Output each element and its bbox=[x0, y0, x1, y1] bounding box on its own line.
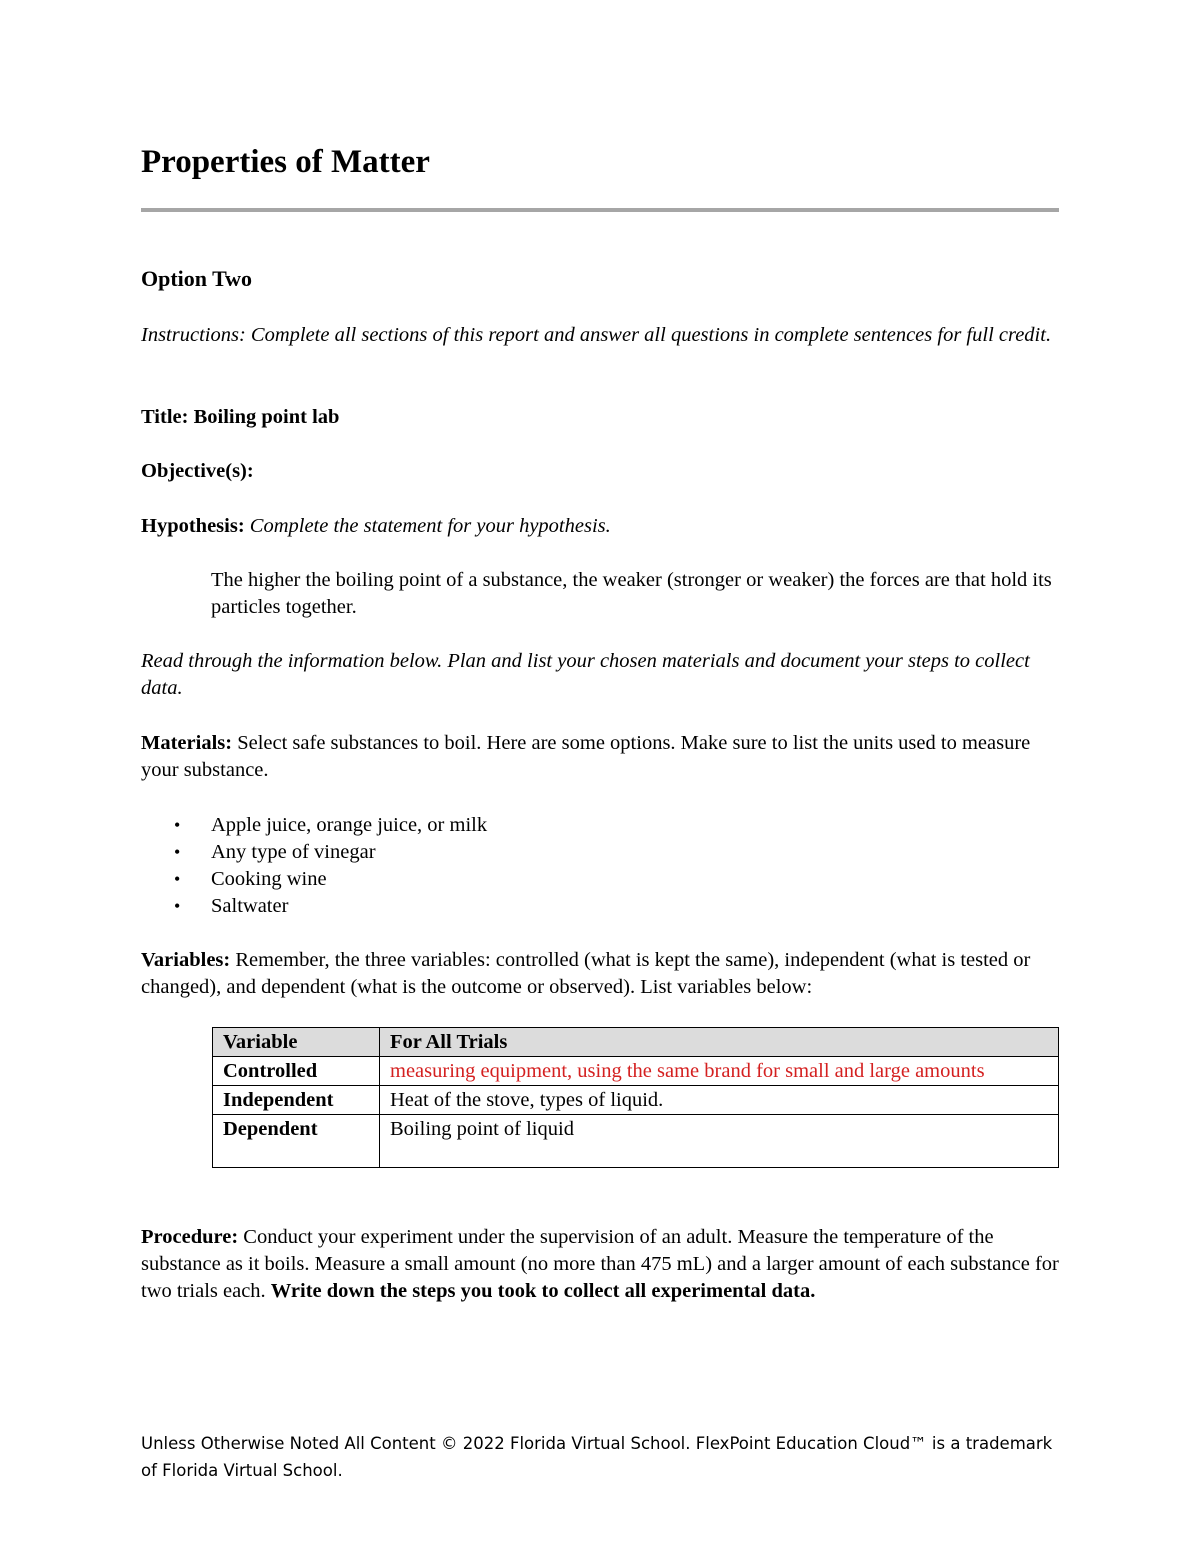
row-label-independent: Independent bbox=[213, 1086, 380, 1115]
title-divider bbox=[141, 208, 1059, 212]
table-row bbox=[213, 1086, 1059, 1115]
list-item bbox=[141, 812, 487, 839]
table-row bbox=[213, 1057, 1059, 1086]
bullet-icon: • bbox=[174, 842, 181, 862]
instructions-text: Instructions: Complete all sections of this report and answer all questions in complete sentences for full credit. bbox=[141, 324, 1052, 346]
variables-table bbox=[212, 1027, 1059, 1168]
table-header-row bbox=[213, 1028, 1059, 1057]
list-item bbox=[141, 866, 487, 893]
hypothesis-prompt: Complete the statement for your hypothesis. bbox=[244, 515, 611, 537]
materials-list bbox=[141, 812, 487, 920]
bullet-icon: • bbox=[174, 869, 181, 889]
section-heading: Option Two bbox=[141, 266, 253, 291]
material-item: Saltwater bbox=[211, 895, 289, 917]
procedure-paragraph bbox=[141, 1224, 1059, 1305]
bullet-icon: • bbox=[174, 896, 181, 916]
materials-paragraph bbox=[141, 730, 1059, 784]
procedure-emphasis: Write down the steps you took to collect all experimental data. bbox=[270, 1280, 816, 1302]
material-item: Apple juice, orange juice, or milk bbox=[211, 814, 488, 836]
variables-text: Remember, the three variables: controlled (what is kept the same), independent (what is tested or changed), and dependent (what is the outcome or observed). List variables below: bbox=[141, 949, 1031, 998]
materials-label: Materials: bbox=[141, 732, 233, 754]
copyright-footer: Unless Otherwise Noted All Content © 2022 Florida Virtual School. FlexPoint Education Cloud™ is a trademark of Florida Virtual School. bbox=[141, 1434, 1053, 1480]
row-value-independent: Heat of the stove, types of liquid. bbox=[380, 1086, 1059, 1115]
procedure-text: Conduct your experiment under the supervision of an adult. Measure the temperature of the substance as it boils. Measure a small amount (no more than 475 mL) and a larger amount of each substance for two trials each. bbox=[141, 1226, 1059, 1302]
hypothesis-statement: The higher the boiling point of a substance, the weaker (stronger or weaker) the forces are that hold its particles together. bbox=[211, 569, 1052, 618]
title-field bbox=[141, 404, 1059, 431]
document-title: Properties of Matter bbox=[141, 144, 430, 180]
procedure-label: Procedure: bbox=[141, 1226, 239, 1248]
material-item: Any type of vinegar bbox=[211, 841, 376, 863]
row-value-dependent: Boiling point of liquid bbox=[380, 1115, 1059, 1168]
row-label-dependent: Dependent bbox=[213, 1115, 380, 1168]
list-item bbox=[141, 839, 487, 866]
objectives-label: Objective(s): bbox=[141, 460, 254, 482]
table-row bbox=[213, 1115, 1059, 1168]
variables-label: Variables: bbox=[141, 949, 231, 971]
header-for-all-trials: For All Trials bbox=[380, 1028, 1059, 1057]
bullet-icon: • bbox=[174, 815, 181, 835]
read-through-text: Read through the information below. Plan and list your chosen materials and document your steps to collect data. bbox=[141, 650, 1030, 699]
row-value-controlled: measuring equipment, using the same brand for small and large amounts bbox=[380, 1057, 1059, 1086]
document-page bbox=[141, 0, 1059, 1553]
title-field-label: Title: bbox=[141, 406, 189, 428]
materials-text: Select safe substances to boil. Here are some options. Make sure to list the units used to measure your substance. bbox=[141, 732, 1031, 781]
list-item bbox=[141, 893, 487, 920]
hypothesis-line bbox=[141, 513, 1059, 540]
title-field-value: Boiling point lab bbox=[188, 406, 340, 428]
material-item: Cooking wine bbox=[211, 868, 327, 890]
row-label-controlled: Controlled bbox=[213, 1057, 380, 1086]
hypothesis-label: Hypothesis: bbox=[141, 515, 245, 537]
variables-paragraph bbox=[141, 947, 1059, 1001]
header-variable: Variable bbox=[213, 1028, 380, 1057]
